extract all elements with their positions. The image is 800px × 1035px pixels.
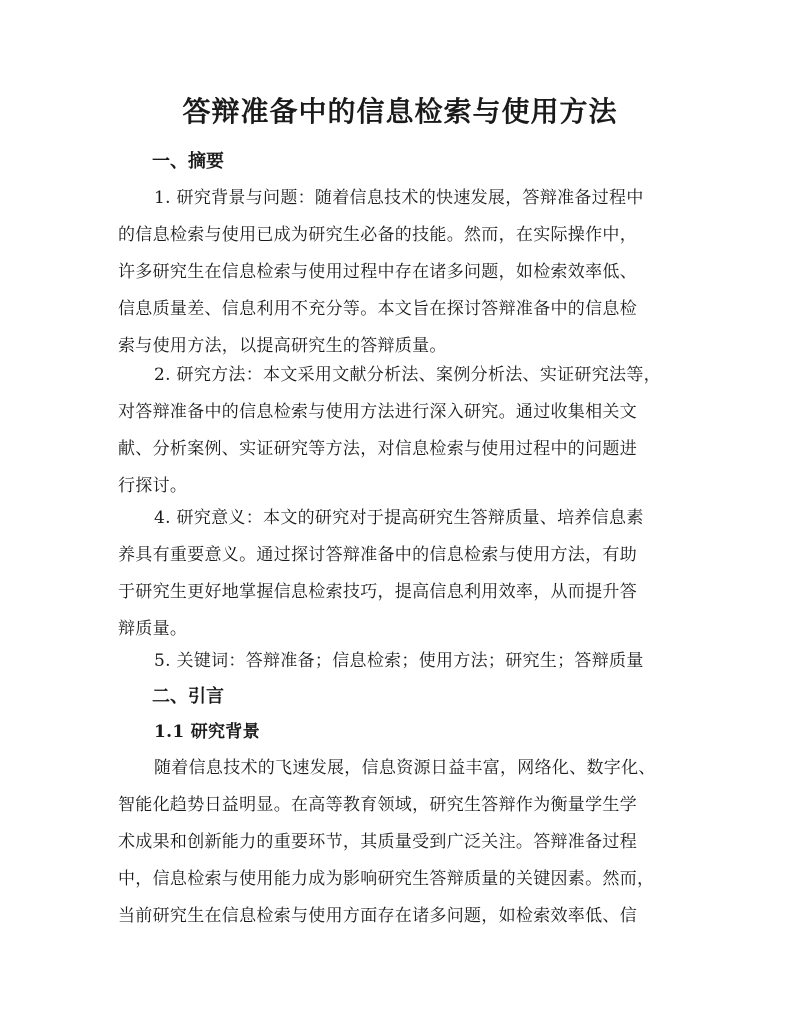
subsection-heading-research-background: 1.1 研究背景 [154,722,260,742]
paragraph-background [118,180,688,365]
paragraph-line: 许多研究生在信息检索与使用过程中存在诸多问题，如检索效率低、 [118,262,637,282]
paragraph-line: 辩质量。 [118,619,188,639]
section-heading-abstract: 一、摘要 [152,151,224,172]
paragraph-introduction [118,750,688,935]
paragraph-line: 索与使用方法，以提高研究生的答辩质量。 [118,336,447,356]
paragraph-line: 随着信息技术的飞速发展，信息资源日益丰富，网络化、数字化、 [154,758,656,778]
paragraph-line: 4. 研究意义：本文的研究对于提高研究生答辩质量、培养信息素 [154,508,644,528]
paragraph-line: 当前研究生在信息检索与使用方面存在诸多问题，如检索效率低、信 [118,906,637,926]
paragraph-line: 2. 研究方法：本文采用文献分析法、案例分析法、实证研究法等， [154,365,661,385]
paragraph-keywords [118,643,688,680]
paragraph-line: 5. 关键词：答辩准备；信息检索；使用方法；研究生；答辩质量 [154,651,644,671]
paragraph-line: 行探讨。 [118,476,188,496]
paragraph-line: 信息质量差、信息利用不充分等。本文旨在探讨答辩准备中的信息检 [118,299,637,319]
section-heading-introduction: 二、引言 [152,686,224,707]
paragraph-line: 养具有重要意义。通过探讨答辩准备中的信息检索与使用方法，有助 [118,545,637,565]
paragraph-line: 中，信息检索与使用能力成为影响研究生答辩质量的关键因素。然而， [118,869,655,889]
document-title: 答辩准备中的信息检索与使用方法 [182,95,618,128]
paragraph-methods [118,357,688,505]
paragraph-line: 于研究生更好地掌握信息检索技巧，提高信息利用效率，从而提升答 [118,582,637,602]
paragraph-line: 智能化趋势日益明显。在高等教育领域，研究生答辩作为衡量学生学 [118,795,637,815]
paragraph-line: 献、分析案例、实证研究等方法，对信息检索与使用过程中的问题进 [118,439,637,459]
paragraph-line: 术成果和创新能力的重要环节，其质量受到广泛关注。答辩准备过程 [118,832,637,852]
paragraph-significance [118,500,688,648]
paragraph-line: 的信息检索与使用已成为研究生必备的技能。然而，在实际操作中， [118,225,637,245]
paragraph-line: 对答辩准备中的信息检索与使用方法进行深入研究。通过收集相关文 [118,402,637,422]
paragraph-line: 1. 研究背景与问题：随着信息技术的快速发展，答辩准备过程中 [154,188,644,208]
